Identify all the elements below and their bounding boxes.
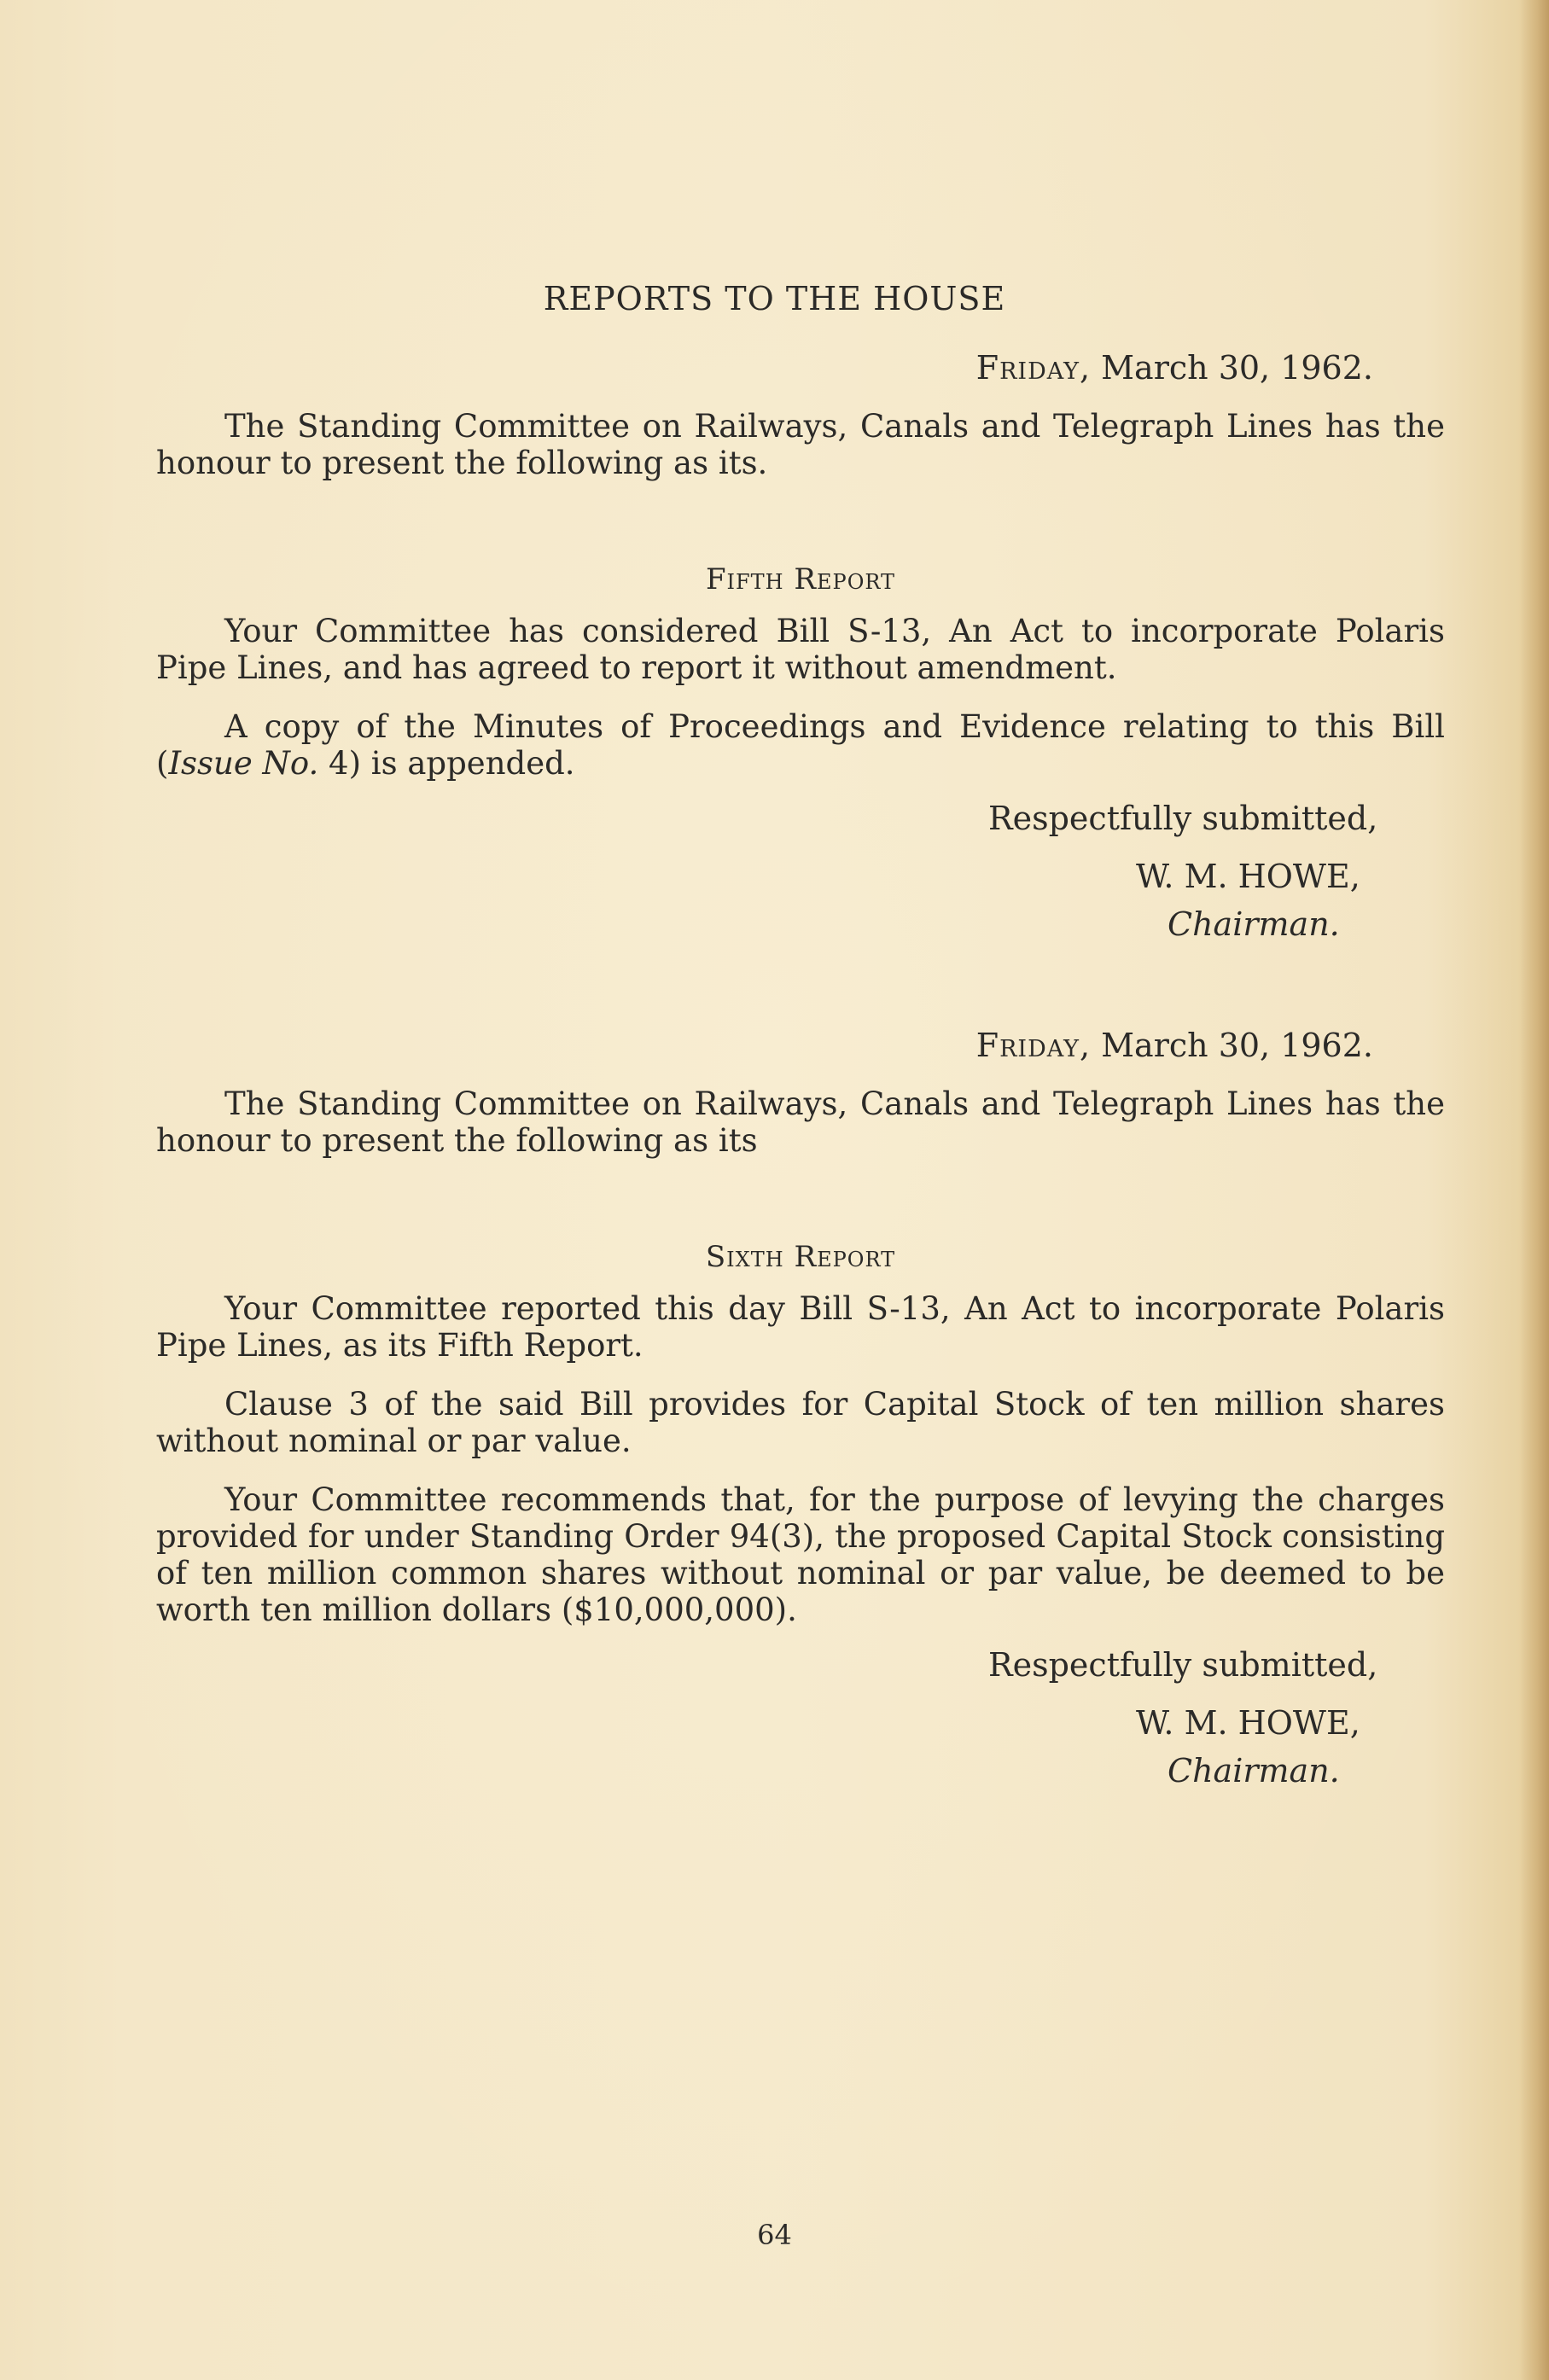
report-paragraph: Your Committee recommends that, for the purpose of levying the charges provided for under Standing Order 94(3), the proposed Capital Stock consisting of ten million common shares without nominal or par value, be deemed to be worth ten million dollars ($10,000,000). <box>156 1481 1445 1628</box>
report-paragraph: Your Committee reported this day Bill S-13, An Act to incorporate Polaris Pipe Lines, as its Fifth Report. <box>156 1290 1445 1364</box>
report-date-rest: March 30, 1962. <box>1091 1027 1373 1064</box>
report-paragraph: Clause 3 of the said Bill provides for Capital Stock of ten million shares without nominal or par value. <box>156 1386 1445 1459</box>
signatory-name: W. M. HOWE, <box>1136 1704 1360 1742</box>
signoff-block <box>156 1644 1445 1814</box>
report-title: Fifth Report <box>705 562 896 596</box>
report-paragraph <box>156 708 1445 782</box>
report-paragraph: Your Committee has considered Bill S-13, An Act to incorporate Polaris Pipe Lines, and has agreed to report it without amendment. <box>156 613 1445 686</box>
issue-reference: Issue No. <box>168 745 319 782</box>
signatory-title: Chairman. <box>1168 905 1340 943</box>
report-date-day: Friday, <box>975 1027 1092 1064</box>
sixth-report-section <box>156 1024 1445 1814</box>
page-edge-shadow <box>1520 0 1549 2380</box>
report-intro: The Standing Committee on Railways, Canals and Telegraph Lines has the honour to present the following as its <box>156 1085 1445 1159</box>
signatory-title: Chairman. <box>1168 1752 1340 1789</box>
closing-line: Respectfully submitted, <box>988 1646 1378 1684</box>
page-heading: REPORTS TO THE HOUSE <box>543 280 1006 317</box>
report-intro: The Standing Committee on Railways, Canals and Telegraph Lines has the honour to present the following as its. <box>156 408 1445 481</box>
report-date <box>156 346 1445 389</box>
issue-ref-open: ( <box>156 745 169 782</box>
signatory-name: W. M. HOWE, <box>1136 858 1360 895</box>
report-date <box>156 1024 1445 1067</box>
signoff-block <box>156 797 1445 968</box>
issue-ref-close: 4) is appended. <box>318 745 575 782</box>
report-title: Sixth Report <box>705 1240 896 1274</box>
report-paragraph-text: A copy of the Minutes of Proceedings and Evidence relating to this Bill <box>224 708 1445 745</box>
report-date-rest: March 30, 1962. <box>1091 349 1373 387</box>
fifth-report-section <box>156 346 1445 968</box>
report-date-day: Friday, <box>975 349 1092 387</box>
closing-line: Respectfully submitted, <box>988 800 1378 837</box>
page-number: 64 <box>757 2219 792 2251</box>
